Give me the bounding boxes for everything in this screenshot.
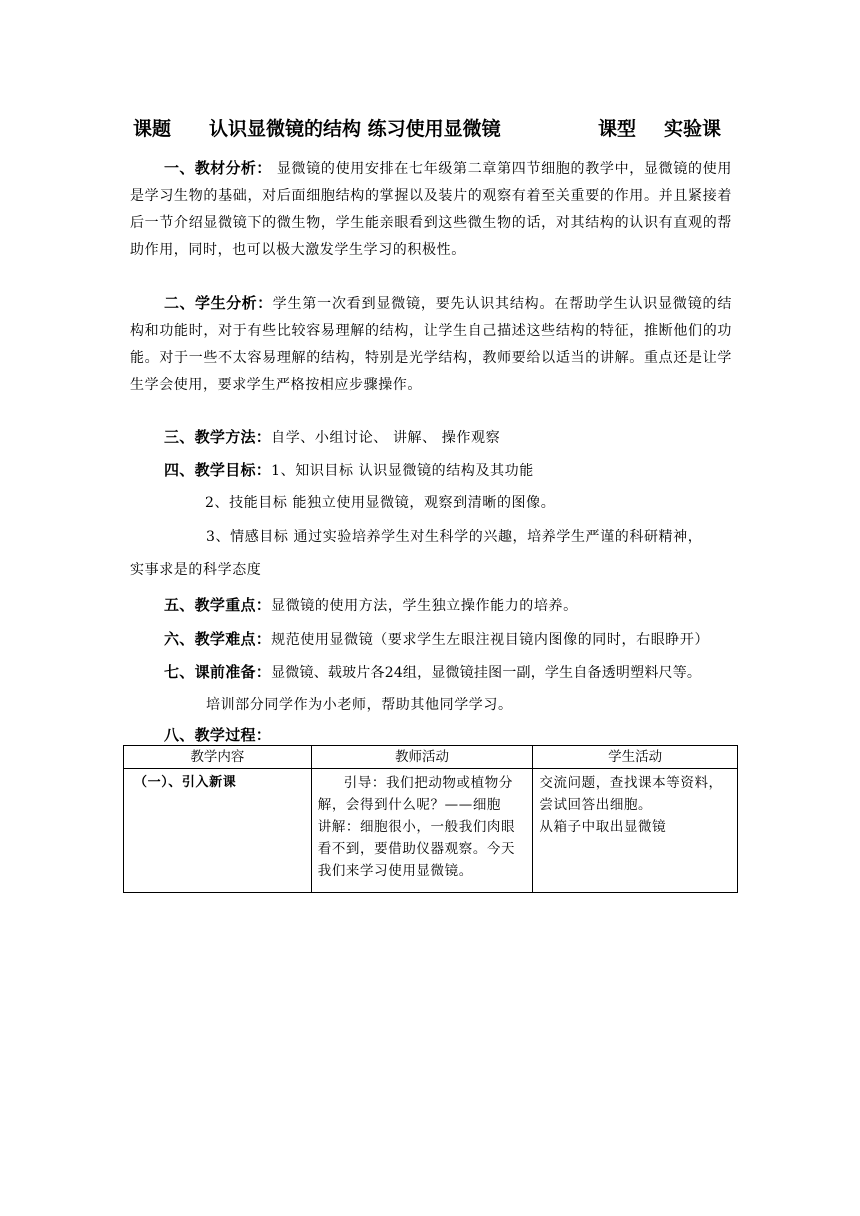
section-text: 显微镜的使用方法，学生独立操作能力的培养。 bbox=[271, 598, 578, 614]
section-heading: 八、教学过程： bbox=[164, 726, 272, 744]
student-activity-2: 从箱子中取出显微镜 bbox=[539, 819, 667, 835]
cell-student bbox=[533, 769, 738, 893]
section-textbook-analysis bbox=[130, 155, 732, 264]
type-value: 实验课 bbox=[664, 118, 722, 140]
goal-skill: 2、技能目标 能独立使用显微镜，观察到清晰的图像。 bbox=[205, 495, 556, 511]
type-label: 课型 bbox=[598, 118, 637, 140]
section-heading: 七、课前准备： bbox=[164, 663, 272, 681]
goal-knowledge: 1、知识目标 认识显微镜的结构及其功能 bbox=[271, 463, 534, 479]
section-text: 学生第一次看到显微镜，要先认识其结构。在帮助学生认识显微镜的结构和功能时，对于有些比较容易理解的结构，让学生自己描述这些结构的特征，推断他们的功能。对于一些不太容易理解的结构，特别是光学结构，教师要给以适当的讲解。重点还是让学生学会使用，要求学生严格按相应步骤操作。 bbox=[130, 296, 732, 393]
section-heading: 一、教材分析： bbox=[164, 159, 272, 177]
section-difficulty bbox=[164, 626, 709, 654]
table-row bbox=[124, 769, 738, 893]
section-heading: 四、教学目标： bbox=[164, 461, 272, 479]
section-text: 显微镜的使用安排在七年级第二章第四节细胞的教学中，显微镜的使用是学习生物的基础，对后面细胞结构的掌握以及装片的观察有着至关重要的作用。并且紧接着后一节介绍显微镜下的微生物，学生能亲眼看到这些微生物的话，对其结构的认识有直观的帮助作用，同时，也可以极大激发学生学习的积极性。 bbox=[130, 161, 732, 258]
goal-emotion-cont: 实事求是的科学态度 bbox=[130, 562, 262, 578]
section-text: 规范使用显微镜（要求学生左眼注视目镜内图像的同时，右眼睁开） bbox=[271, 632, 710, 648]
lesson-title bbox=[133, 114, 753, 144]
process-table bbox=[123, 745, 738, 893]
section-heading: 二、学生分析： bbox=[164, 294, 273, 312]
section-heading: 三、教学方法： bbox=[164, 428, 272, 446]
section-student-analysis bbox=[130, 290, 732, 399]
header-teacher: 教师活动 bbox=[311, 746, 533, 769]
section-key-point bbox=[164, 592, 578, 620]
section-text: 显微镜、载玻片各24组，显微镜挂图一副，学生自备透明塑料尺等。 bbox=[271, 665, 702, 681]
header-student: 学生活动 bbox=[533, 746, 738, 769]
teacher-guide: 引导：我们把动物或植物分解，会得到什么呢？——细胞 bbox=[317, 775, 513, 813]
section-heading: 五、教学重点： bbox=[164, 596, 272, 614]
student-activity-1: 交流问题，查找课本等资料，尝试回答出细胞。 bbox=[539, 775, 723, 813]
section-teaching-goals bbox=[164, 457, 534, 485]
title-topic: 认识显微镜的结构 练习使用显微镜 bbox=[209, 118, 501, 140]
title-label: 课题 bbox=[133, 118, 172, 140]
section-preparation bbox=[164, 659, 701, 687]
section-text: 自学、小组讨论、 讲解、 操作观察 bbox=[271, 430, 501, 446]
preparation-cont: 培训部分同学作为小老师，帮助其他同学学习。 bbox=[206, 697, 513, 713]
section-teaching-method bbox=[164, 424, 500, 452]
goal-emotion: 3、情感目标 通过实验培养学生对生科学的兴趣，培养学生严谨的科研精神， bbox=[206, 529, 703, 545]
header-content: 教学内容 bbox=[124, 746, 312, 769]
table-header-row bbox=[124, 746, 738, 769]
section-heading: 六、教学难点： bbox=[164, 630, 272, 648]
cell-content: （一）、引入新课 bbox=[124, 769, 312, 893]
cell-teacher bbox=[311, 769, 533, 893]
teacher-explain: 讲解：细胞很小，一般我们肉眼看不到，要借助仪器观察。今天我们来学习使用显微镜。 bbox=[317, 819, 516, 879]
